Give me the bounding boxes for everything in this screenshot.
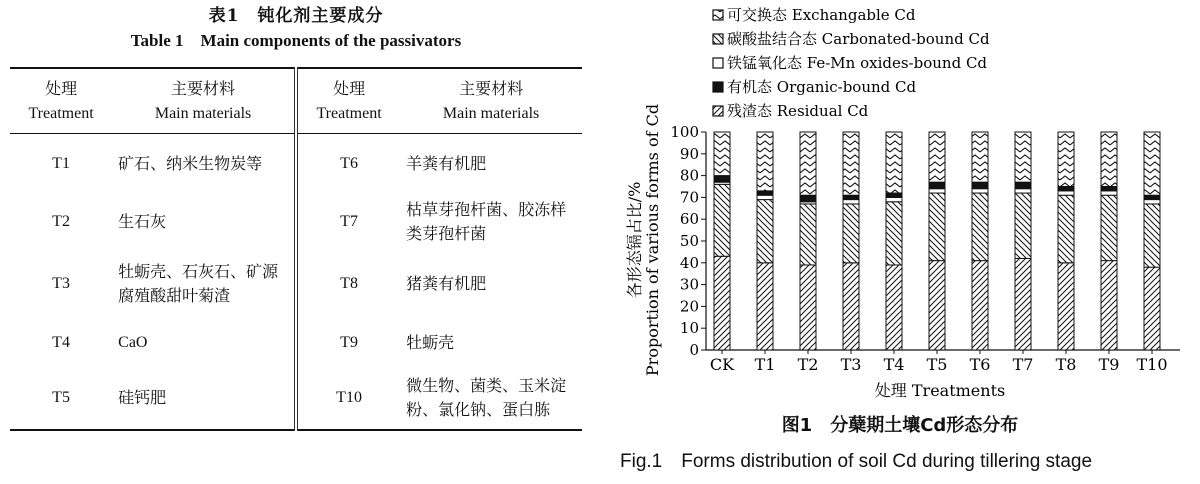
- figure-caption-en: Fig.1 Forms distribution of soil Cd during tillering stage: [620, 451, 1093, 472]
- header-materials-cn: 主要材料: [459, 79, 524, 98]
- y-tick-label: 0: [689, 341, 699, 359]
- bar-segment-t4-0: [886, 265, 902, 350]
- bar-segment-t4-1: [886, 202, 902, 265]
- bar-segment-t5-3: [929, 182, 945, 189]
- bar-segment-t1-1: [757, 200, 773, 263]
- y-tick-label: 90: [679, 144, 699, 163]
- x-tick-label: T6: [969, 355, 991, 374]
- bar-segment-t8-3: [1058, 187, 1074, 191]
- y-axis-label-cn: 各形态镉占比/%: [625, 181, 644, 299]
- cell-materials: 微生物、菌类、玉米淀粉、氯化钠、蛋白胨: [406, 376, 567, 419]
- table-row: [10, 368, 582, 430]
- bar-segment-t3-1: [843, 204, 859, 263]
- y-tick-label: 50: [679, 232, 699, 250]
- header-treatment: [10, 68, 112, 134]
- bar-segment-t1-2: [757, 195, 773, 199]
- cell-materials: 枯草芽孢杆菌、胶冻样类芽孢杆菌: [406, 199, 567, 243]
- cell-treatment: T10: [296, 368, 400, 430]
- header-materials-en: Main materials: [154, 105, 252, 122]
- header-materials: [112, 68, 296, 134]
- bar-segment-t2-3: [800, 195, 816, 202]
- bar-segment-t7-3: [1015, 182, 1031, 189]
- bar-segment-t3-3: [843, 195, 859, 199]
- bar-segment-t2-4: [800, 132, 816, 195]
- bar-segment-t10-2: [1144, 200, 1160, 204]
- stacked-bar-chart: [600, 0, 1200, 408]
- chart-bars: [710, 132, 1168, 374]
- bar-segment-t7-0: [1015, 258, 1031, 350]
- cell-treatment: T3: [52, 274, 70, 292]
- cell-treatment: T6: [296, 134, 400, 194]
- passivator-table: [10, 67, 582, 431]
- bar-segment-t7-1: [1015, 193, 1031, 258]
- x-tick-label: T3: [840, 355, 862, 374]
- x-tick-label: T5: [926, 355, 948, 374]
- y-tick-label: 60: [679, 210, 699, 229]
- cell-treatment: T5: [52, 389, 70, 406]
- header-materials-cn: 主要材料: [171, 79, 236, 98]
- header-materials-en: Main materials: [442, 105, 540, 122]
- bar-segment-ck-1: [714, 184, 730, 256]
- bar-segment-t6-1: [972, 193, 988, 261]
- cell-materials: 羊粪有机肥: [406, 153, 487, 173]
- bar-segment-t3-0: [843, 263, 859, 350]
- legend-swatch-carbonate: [713, 34, 723, 44]
- bar-segment-t9-1: [1101, 195, 1117, 260]
- figure-section: [600, 0, 1200, 484]
- bar-segment-t5-1: [929, 193, 945, 261]
- bar-segment-t8-0: [1058, 263, 1074, 350]
- bar-segment-t6-0: [972, 261, 988, 350]
- bar-segment-t8-4: [1058, 132, 1074, 187]
- bar-segment-t6-3: [972, 182, 988, 189]
- bar-segment-t4-2: [886, 197, 902, 201]
- cell-materials: CaO: [118, 333, 148, 351]
- cell-materials: 硅钙肥: [118, 388, 167, 407]
- chart-legend: [713, 6, 990, 120]
- bar-segment-t2-1: [800, 204, 816, 265]
- bar-segment-t4-3: [886, 193, 902, 197]
- legend-swatch-femn: [713, 58, 723, 68]
- x-tick-label: CK: [709, 355, 735, 374]
- legend-swatch-organic: [713, 82, 723, 92]
- y-tick-label: 40: [679, 253, 699, 272]
- header-treatment-cn: 处理: [333, 79, 366, 98]
- table-row: [10, 194, 582, 250]
- bar-segment-ck-3: [714, 176, 730, 183]
- header-treatment-en: Treatment: [316, 105, 382, 122]
- y-tick-label: 100: [670, 123, 699, 141]
- header-treatment-cn: 处理: [45, 79, 78, 98]
- bar-segment-t1-3: [757, 191, 773, 195]
- table-row: [10, 250, 582, 318]
- x-tick-label: T1: [754, 355, 776, 374]
- bar-segment-t1-0: [757, 263, 773, 350]
- cell-treatment: T8: [296, 250, 400, 318]
- bar-segment-t4-4: [886, 132, 902, 193]
- y-axis-label-en: Proportion of various forms of Cd: [643, 103, 662, 377]
- y-tick-label: 20: [679, 297, 699, 316]
- bar-segment-t10-1: [1144, 204, 1160, 267]
- y-tick-label: 70: [679, 188, 699, 207]
- y-tick-label: 30: [679, 275, 699, 294]
- bar-segment-t3-2: [843, 200, 859, 204]
- bar-segment-t3-4: [843, 132, 859, 195]
- x-tick-label: T4: [883, 355, 905, 374]
- x-tick-label: T2: [797, 355, 819, 374]
- x-tick-label: T7: [1012, 355, 1034, 374]
- legend-swatch-exchangeable: [713, 10, 723, 20]
- x-tick-label: T8: [1055, 355, 1077, 374]
- cell-materials: 牡蛎壳、石灰石、矿源腐殖酸甜叶菊渣: [118, 261, 279, 305]
- cell-materials: 牡蛎壳: [406, 332, 455, 352]
- bar-segment-t5-4: [929, 132, 945, 182]
- table-row: [10, 318, 582, 368]
- legend-label-residual: 残渣态 Residual Cd: [727, 102, 869, 120]
- header-materials-2: [400, 68, 582, 134]
- bar-segment-ck-4: [714, 132, 730, 176]
- bar-segment-t7-4: [1015, 132, 1031, 182]
- bar-segment-t6-4: [972, 132, 988, 182]
- bar-segment-t9-4: [1101, 132, 1117, 187]
- legend-label-carbonate: 碳酸盐结合态 Carbonated-bound Cd: [727, 30, 990, 48]
- legend-swatch-residual: [713, 106, 723, 116]
- bar-segment-t8-2: [1058, 191, 1074, 195]
- header-treatment-en: Treatment: [28, 105, 94, 122]
- bar-segment-t9-2: [1101, 191, 1117, 195]
- legend-label-organic: 有机态 Organic-bound Cd: [727, 78, 917, 96]
- bar-segment-t2-0: [800, 265, 816, 350]
- bar-segment-t5-2: [929, 189, 945, 193]
- table-row: [10, 134, 582, 194]
- bar-segment-t10-3: [1144, 195, 1160, 199]
- y-tick-label: 10: [679, 319, 699, 338]
- bar-segment-t10-0: [1144, 267, 1160, 350]
- bar-segment-t1-4: [757, 132, 773, 191]
- bar-segment-ck-0: [714, 256, 730, 350]
- cell-treatment: T7: [296, 194, 400, 250]
- figure-caption-cn: 图1 分蘖期土壤Cd形态分布: [781, 415, 1019, 436]
- y-tick-label: 80: [679, 166, 699, 185]
- x-axis-label: 处理 Treatments: [874, 381, 1006, 400]
- table-title-cn: 表1 钝化剂主要成分: [208, 6, 384, 26]
- x-tick-label: T9: [1098, 355, 1120, 374]
- bar-segment-t10-4: [1144, 132, 1160, 195]
- legend-label-femn: 铁锰氧化态 Fe-Mn oxides-bound Cd: [727, 54, 988, 72]
- bar-segment-t7-2: [1015, 189, 1031, 193]
- bar-segment-t6-2: [972, 189, 988, 193]
- cell-treatment: T1: [52, 154, 70, 172]
- table-header-row: [10, 68, 582, 134]
- cell-materials: 生石灰: [118, 211, 167, 231]
- bar-segment-t9-0: [1101, 261, 1117, 350]
- legend-label-exchangeable: 可交换态 Exchangable Cd: [727, 6, 916, 24]
- cell-treatment: T2: [52, 212, 70, 230]
- table-section: [10, 0, 582, 419]
- bar-segment-t5-0: [929, 261, 945, 350]
- bar-segment-t8-1: [1058, 195, 1074, 263]
- bar-segment-t9-3: [1101, 187, 1117, 191]
- cell-materials: 矿石、纳米生物炭等: [118, 153, 263, 173]
- cell-treatment: T4: [52, 333, 70, 351]
- cell-materials: 猪粪有机肥: [406, 273, 487, 293]
- header-treatment-2: [296, 68, 400, 134]
- cell-treatment: T9: [296, 318, 400, 368]
- x-tick-label: T10: [1136, 355, 1168, 374]
- table-title-en: Table 1 Main components of the passivators: [130, 31, 462, 50]
